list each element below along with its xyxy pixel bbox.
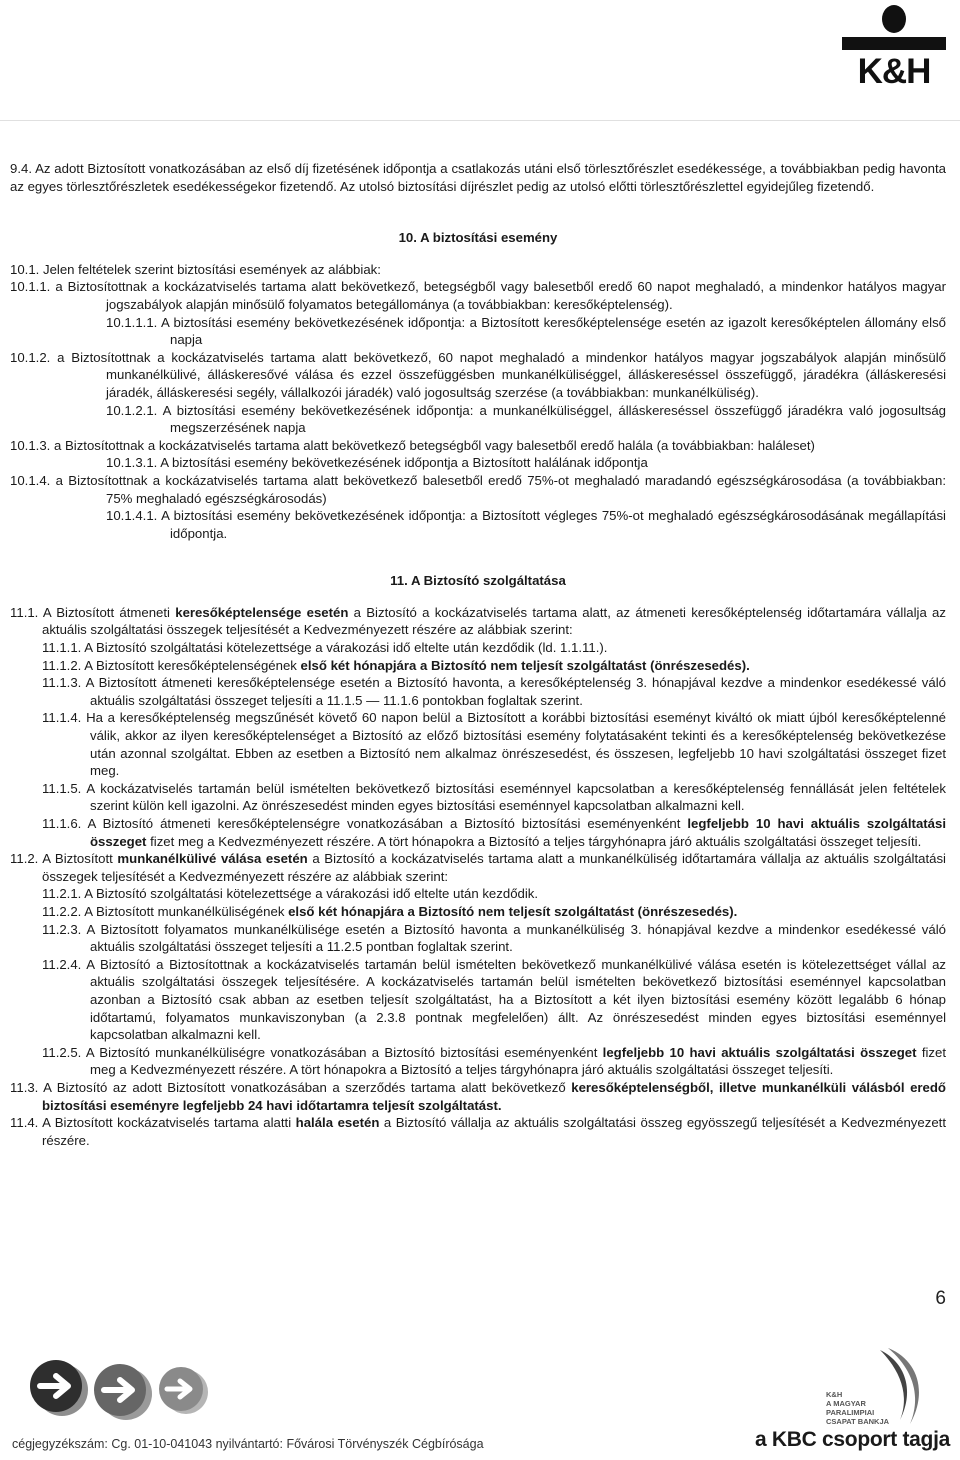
page-number: 6 <box>935 1288 946 1309</box>
text-run: a Biztosító vállalja az aktuális szolgáltatási összeg egyösszegű teljesítését a Kedvezményezett részére. <box>42 1115 946 1148</box>
text-run: 11.1.6. A Biztosító átmeneti keresőképtelenségre vonatkozásában a Biztosító biztosítási eseményenként <box>42 816 688 831</box>
text-run: 11.4. A Biztosított kockázatviselés tartama alatti <box>10 1115 296 1131</box>
text-run: fizet meg a Kedvezményezett részére. A tört hónapokra a Biztosító a teljes tárgyhónapra járó aktuális szolgáltatási összeget teljesíti. <box>90 1044 947 1078</box>
header-divider <box>0 120 960 121</box>
text-run: 11.1. A Biztosított átmeneti <box>10 604 176 620</box>
bold-text: munkanélkülivé válása esetén <box>117 851 308 867</box>
kh-logo-text: K&H <box>857 52 931 91</box>
text-run: 10.1.4. a Biztosítottnak a kockázatviselés tartama alatt bekövetkező balesetből eredő 75%-ot meghaladó maradandó egészségkárosodása (a továbbiakban: 75% meghaladó egészségkárosodás) <box>10 472 946 506</box>
paragraph <box>10 903 946 921</box>
paragraph <box>10 604 946 639</box>
text-run: 11.2.5. A Biztosító munkanélküliségre vonatkozásában a Biztosító biztosítási eseményenként <box>42 1044 603 1060</box>
paragraph <box>10 160 946 195</box>
text-run: 10.1.2. a Biztosítottnak a kockázatviselés tartama alatt bekövetkező, 60 napot meghaladó a mindenkor hatályos magyar jogszabályok alapján minősülő munkanélkülivé, álláskeresővé válása és ezzel összefüggésben munkanélküliséggel, álláskereséssel összefüggő, járadékra (álláskeresési járadék, álláskeresési segély, vállalkozói járadék) való jogosultság szerzése (a továbbiakban: munkanélküliség). <box>10 349 946 400</box>
text-run: fizet meg a Kedvezményezett részére. A tört hónapokra a Biztosító a teljes tárgyhónapra járó aktuális szolgáltatási összeget teljesíti. <box>146 833 922 849</box>
document-body <box>10 160 946 1149</box>
text-run: 11.1.2. A Biztosított keresőképtelenségének <box>42 657 301 673</box>
text-run: 10.1.1.1. A biztosítási esemény bekövetkezésének időpontja: a Biztosított keresőképtelensége esetén az igazolt keresőképtelen állomány első napja <box>106 314 946 348</box>
text-run: 11.2.1. A Biztosító szolgáltatási kötelezettsége a várakozási idő eltelte után kezdődik. <box>42 886 539 902</box>
footer-arrow-2-icon <box>94 1364 152 1420</box>
kbc-group-tagline: a KBC csoport tagja <box>755 1428 950 1451</box>
paragraph <box>10 261 946 279</box>
paragraph <box>10 278 946 313</box>
paragraph <box>10 780 946 815</box>
text-run: 11.1.3. A Biztosított átmeneti keresőképtelensége esetén a Biztosító havonta, a keresőképtelenség 3. hónapjával kezdve a mindenkor esedékessé váló aktuális szolgáltatási összeget teljesíti a 11.1.5 — 11.1.6 pontokban foglaltak szerint. <box>42 675 946 708</box>
paragraph <box>10 709 946 779</box>
bold-text: keresőképtelenségből, illetve munkanélküli válásból eredő biztosítási eseményre legfeljebb 24 havi időtartamra teljesít szolgáltatást. <box>42 1079 946 1113</box>
sponsor-line: A MAGYAR <box>826 1399 866 1408</box>
text-run: 11.2.3. A Biztosított folyamatos munkanélkülisége esetén a Biztosító havonta a munkanélküliség 3. hónapjával kezdve a mindenkor esedékessé váló aktuális szolgáltatási összeget teljesíti a 11.2.5 pontban foglaltak szerint. <box>42 921 946 955</box>
text-run: 10.1.2.1. A biztosítási esemény bekövetkezésének időpontja: a munkanélküliséggel, álláskereséssel összefüggő járadékra való jogosultság megszerzésének napja <box>106 402 946 436</box>
text-run: 9.4. Az adott Biztosított vonatkozásában az első díj fizetésének időpontja a csatlakozás utáni első törlesztőrészlet esedékessége, a továbbiakban pedig havonta az egyes törlesztőrészletek esedékességekor fizetendő. Az utolsó biztosítási díjrészlet pedig az utolsó előtti törlesztőrészlettel egyidejűleg fizetendő. <box>10 161 946 194</box>
text-run: 10.1.3. a Biztosítottnak a kockázatviselés tartama alatt bekövetkező betegségből vagy balesetből eredő halála (a továbbiakban: haláleset) <box>10 437 815 453</box>
text-run: 10.1.1. a Biztosítottnak a kockázatviselés tartama alatt bekövetkező, betegségből vagy balesetből eredő 60 napot meghaladó, a mindenkor hatályos magyar jogszabályok alapján minősülő folyamatos betegállománya (a továbbiakban: keresőképtelenség). <box>10 279 946 312</box>
paragraph <box>10 885 946 903</box>
text-run: 11.1.5. A kockázatviselés tartamán belül ismételten bekövetkező biztosítási eseménnyel kapcsolatban a keresőképtelenség fennállását jelen feltételek szerint külön kell igazolni. Az önrészesedést minden egyes biztosítási eseménnyel kapcsolatban alkalmazni kell. <box>42 780 946 814</box>
paragraph <box>10 815 946 850</box>
text-run: 11.3. A Biztosító az adott Biztosított vonatkozásában a szerződés tartama alatt bekövetkező <box>10 1079 572 1095</box>
footer-arrow-1-icon <box>30 1360 88 1416</box>
paragraph <box>10 674 946 709</box>
paragraph <box>10 437 946 455</box>
paragraph <box>10 1079 946 1114</box>
bold-text: legfeljebb 10 havi aktuális szolgáltatási összeget <box>602 1044 917 1060</box>
sponsor-line: CSAPAT BANKJA <box>826 1417 890 1426</box>
paragraph <box>10 454 946 472</box>
paragraph <box>10 314 946 349</box>
bold-text: első két hónapjára a Biztosító nem teljesít szolgáltatást (önrészesedés). <box>288 903 738 919</box>
sponsor-line: PARALIMPIAI <box>826 1408 875 1417</box>
footer-graphic <box>0 1340 960 1440</box>
text-run: 11.2. A Biztosított <box>10 851 118 867</box>
section-heading: 11. A Biztosító szolgáltatása <box>390 573 566 589</box>
paragraph <box>10 402 946 437</box>
paragraph <box>10 657 946 675</box>
bold-text: legfeljebb 10 havi aktuális szolgáltatási összeget <box>90 816 947 849</box>
text-run: 10.1.4.1. A biztosítási esemény bekövetkezésének időpontja: a Biztosított végleges 75%-ot meghaladó egészségkárosodásának megállapítási időpontja. <box>106 508 946 541</box>
text-run: 10.1. Jelen feltételek szerint biztosítási események az alábbiak: <box>10 261 381 277</box>
paragraph <box>10 349 946 402</box>
paragraph <box>10 1114 946 1149</box>
paragraph <box>10 1044 946 1079</box>
footer-arrow-3-icon <box>159 1367 208 1414</box>
text-run: a Biztosító a kockázatviselés tartama alatt, az átmeneti keresőképtelenség időtartamára vállalja az aktuális szolgáltatási összegek teljesítését a Kedvezményezett részére az alábbiak szerint: <box>42 604 946 638</box>
paragraph <box>10 921 946 956</box>
section-heading: 10. A biztosítási esemény <box>398 230 558 246</box>
bold-text: keresőképtelensége esetén <box>175 604 349 620</box>
sponsor-line: K&H <box>826 1390 843 1399</box>
text-run: 11.2.2. A Biztosított munkanélküliségének <box>42 903 289 919</box>
kh-logo <box>836 4 952 90</box>
paragraph <box>10 850 946 885</box>
paragraph <box>10 639 946 657</box>
bold-text: első két hónapjára a Biztosító nem teljesít szolgáltatást (önrészesedés). <box>300 657 750 673</box>
text-run: 11.2.4. A Biztosító a Biztosítottnak a kockázatviselés tartamán belül ismételten bekövetkező munkanélkülivé válása esetén is kötelezettséget vállal az aktuális szolgáltatási összegek teljesítésére. A kockázatviselés tartamán belül ismételten bekövetkező biztosítási eseménnyel kapcsolatban azonban a Biztosító csak abban az esetben teljesít szolgáltatást, ha a Biztosított a két ilyen biztosítási esemény között legalább 6 hónap időtartamú, folyamatos munkaviszonyban (a 2.3.8 pontnak megfelelően) állt. Az önrészesedést minden egyes biztosítási eseménnyel kapcsolatban alkalmazni kell. <box>42 956 946 1043</box>
text-run: a Biztosító a kockázatviselés tartama alatt a munkanélküliség időtartamára vállalja az aktuális szolgáltatási összegek teljesítését a Kedvezményezett részére az alábbiak szerint: <box>42 851 946 884</box>
paragraph <box>10 507 946 542</box>
text-run: 10.1.3.1. A biztosítási esemény bekövetkezésének időpontja a Biztosított halálának időpontja <box>106 455 648 471</box>
bold-text: halála esetén <box>295 1115 380 1131</box>
paragraph <box>10 472 946 507</box>
paragraph <box>10 956 946 1044</box>
company-registration: cégjegyzékszám: Cg. 01-10-041043 nyilvántartó: Fővárosi Törvényszék Cégbírósága <box>12 1437 484 1451</box>
text-run: 11.1.1. A Biztosító szolgáltatási kötelezettsége a várakozási idő eltelte után kezdődik (ld. 1.1.11.). <box>42 640 608 656</box>
text-run: 11.1.4. Ha a keresőképtelenség megszűnését követő 60 napon belül a Biztosított a korábbi biztosítási eseményt kiváltó ok miatt újból keresőképtelenné válik, akkor az ilyen keresőképtelenséget a Biztosító az előző biztosítási esemény folytatásaként tekinti és a keresőképtelenség bekövetkezése után azonnal szolgáltat. Ebben az esetben a Biztosító nem alkalmaz önrészesedést, és összesen, legfeljebb 10 havi szolgáltatási összeget fizet meg. <box>42 710 946 779</box>
paralympic-sponsor-label <box>826 1390 906 1426</box>
kh-logo-mark <box>836 4 952 54</box>
